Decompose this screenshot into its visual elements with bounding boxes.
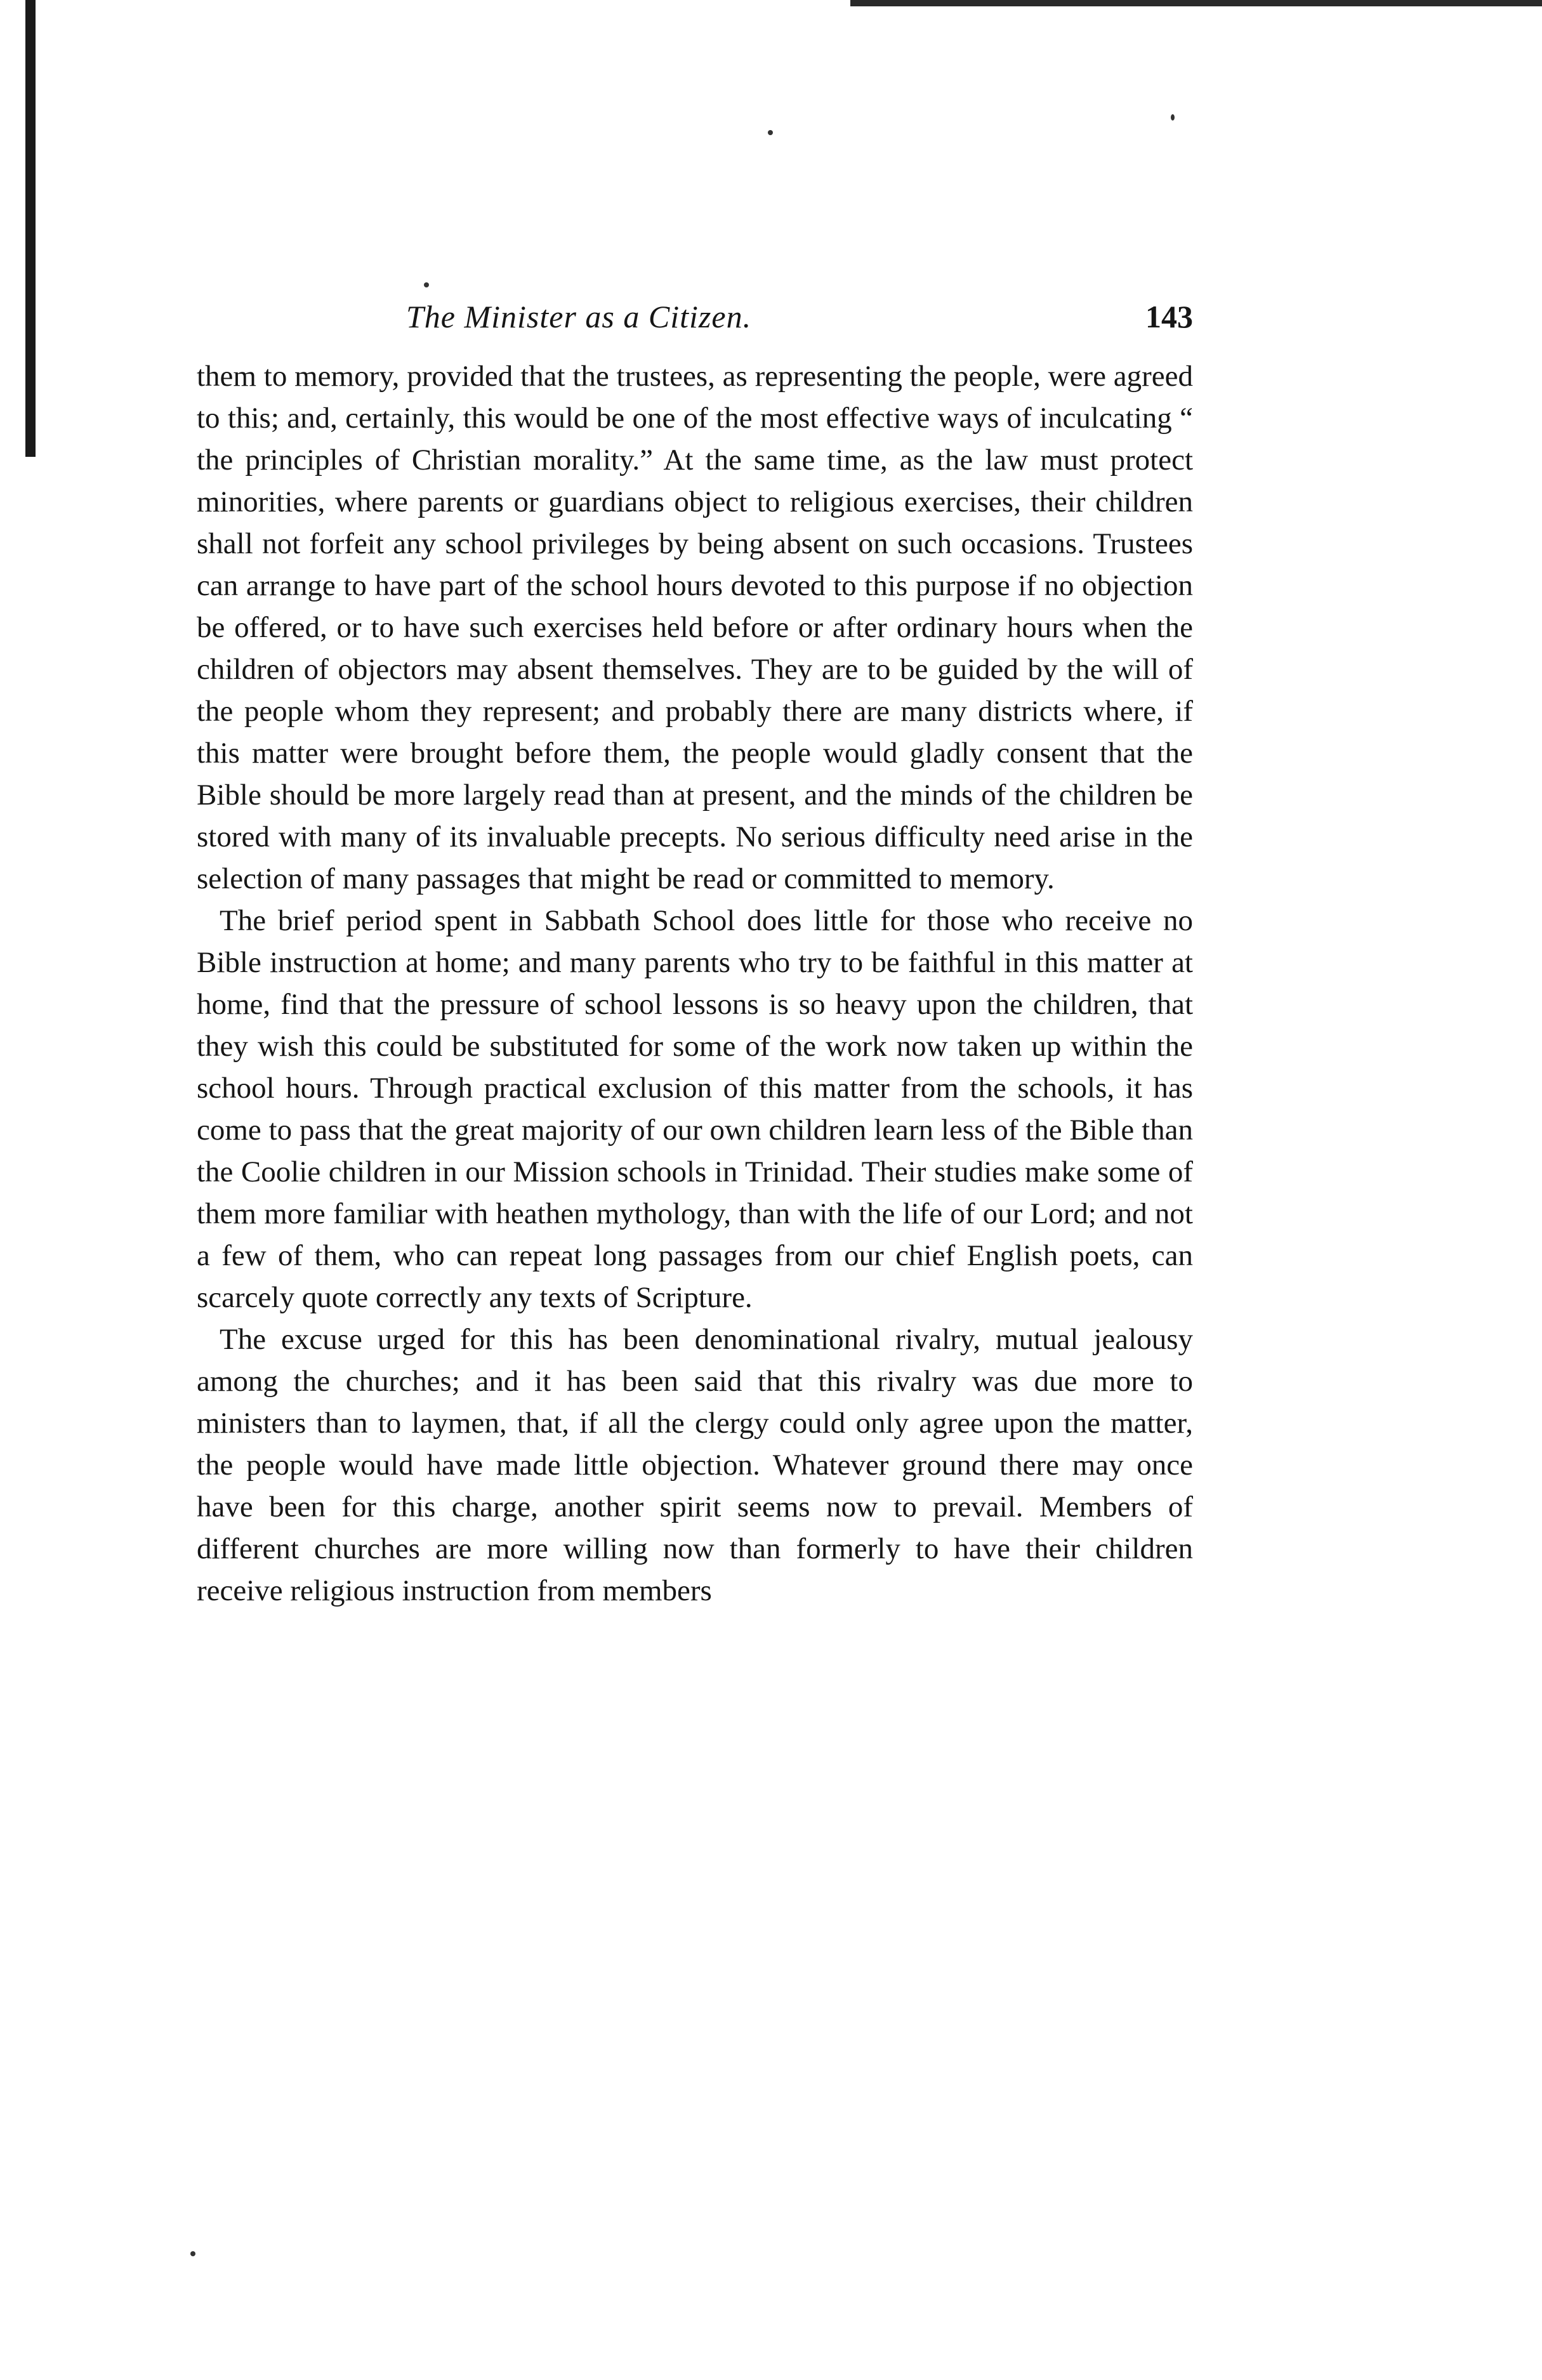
page-edge-shadow-left [25, 0, 36, 457]
paragraph-denominational-rivalry: The excuse urged for this has been denominational rivalry, mutual jealousy among the churches; and it has been said that this rivalry was due more to ministers than to laymen, that, if all the clergy could only agree upon the matter, the people would have made little objection. Whatever ground there may once have been for this charge, another spirit seems now to prevail. Members of different churches are more willing now than formerly to have their children receive religious instruction from members [197, 1323, 1193, 1607]
page-edge-shadow-top [850, 0, 1542, 6]
paragraph-sabbath-school: The brief period spent in Sabbath School does little for those who receive no Bible instruction at home; and many parents who try to be faithful in this matter at home, find that the pressure of school lessons is so heavy upon the children, that they wish this could be substituted for some of the work now taken up within the school hours. Through practical exclusion of this matter from the schools, it has come to pass that the great majority of our own children learn less of the Bible than the Coolie children in our Mission schools in Trinidad. Their studies make some of them more familiar with heathen mythology, than with the life of our Lord; and not a few of them, who can repeat long passages from our chief English poets, can scarcely quote correctly any texts of Scripture. [197, 904, 1193, 1314]
scan-speck [768, 130, 773, 135]
scan-speck [1171, 114, 1175, 121]
body-text [197, 355, 1193, 1612]
page-header [197, 298, 1193, 343]
page-number: 143 [1145, 299, 1193, 334]
scan-speck [190, 2251, 195, 2256]
scan-speck [424, 282, 429, 287]
running-title: The Minister as a Citizen. [406, 299, 752, 334]
paragraph-continued: them to memory, provided that the trustees, as representing the people, were agreed to this; and, certainly, this would be one of the most effective ways of inculcating “ the principles of Christian morality.” At the same time, as the law must protect minorities, where parents or guardians object to religious exercises, their children shall not forfeit any school privileges by being absent on such occasions. Trustees can arrange to have part of the school hours devoted to this purpose if no objection be offered, or to have such exercises held before or after ordinary hours when the children of objectors may absent themselves. They are to be guided by the will of the people whom they represent; and probably there are many districts where, if this matter were brought before them, the people would gladly consent that the Bible should be more largely read than at present, and the minds of the children be stored with many of its invaluable precepts. No serious difficulty need arise in the selection of many passages that might be read or committed to memory. [197, 360, 1193, 895]
